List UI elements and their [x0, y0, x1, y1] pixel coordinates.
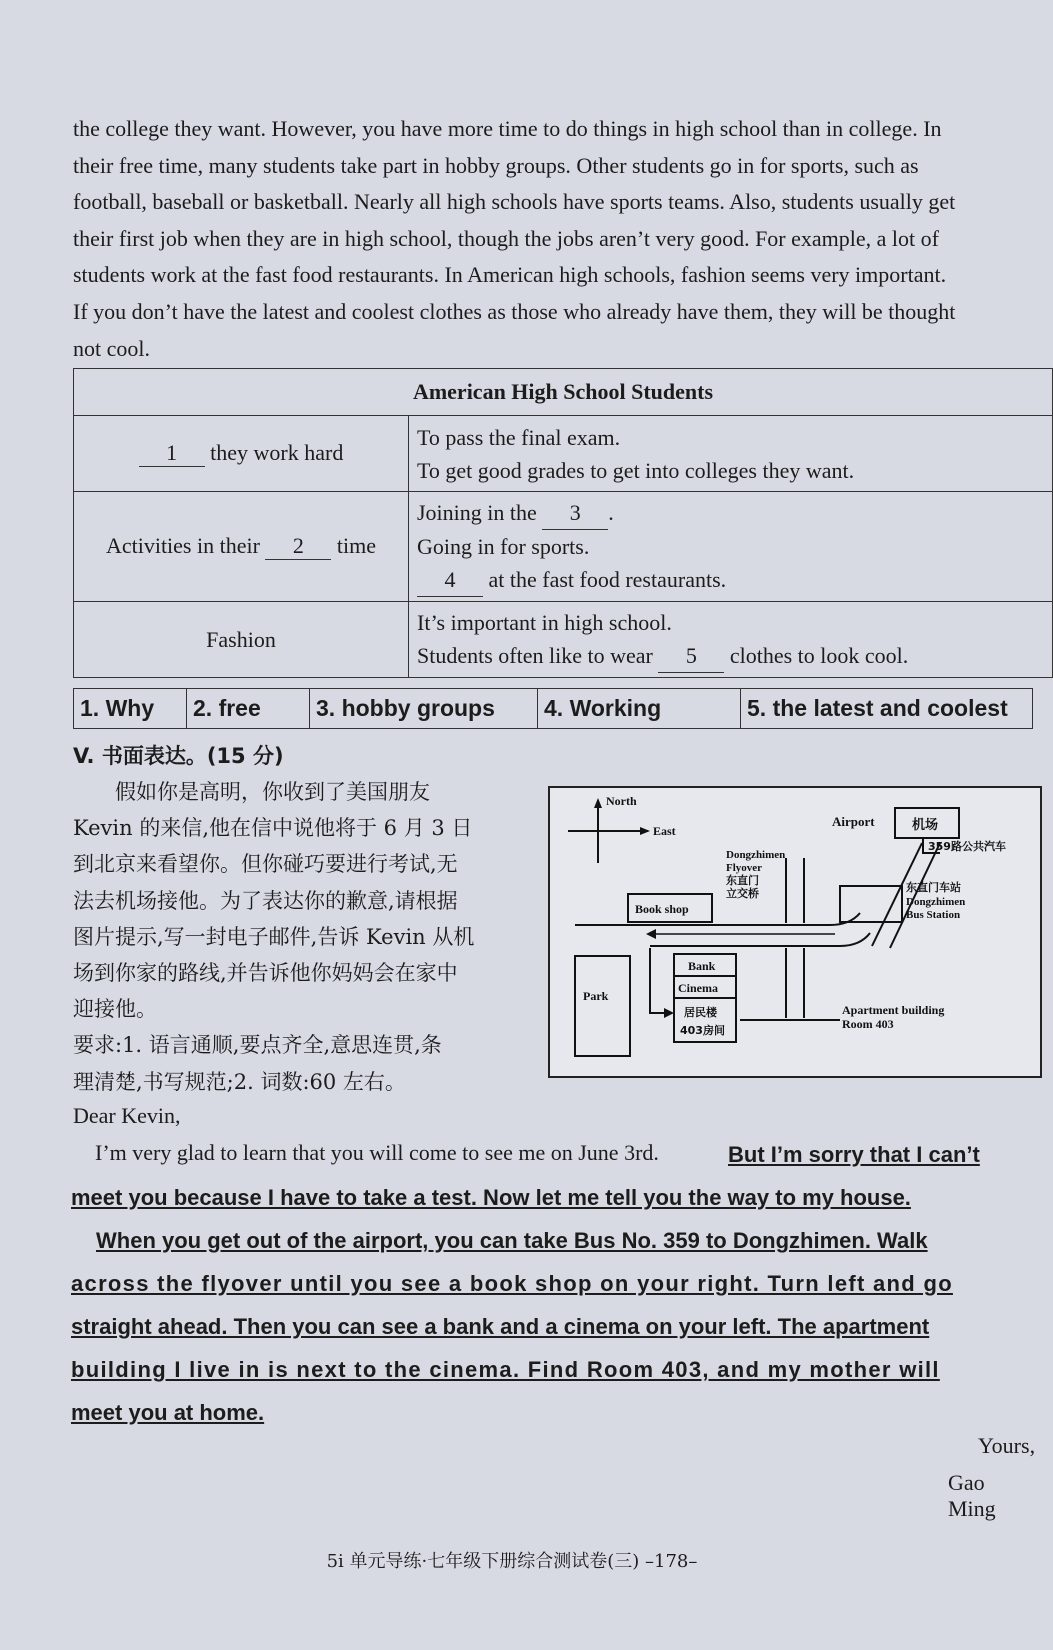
- writing-prompt: [73, 774, 525, 1100]
- map-airport-cn: 机场: [912, 818, 939, 833]
- passage-line: football, baseball or basketball. Nearly all high schools have sports teams. Also, students usually get: [73, 189, 956, 215]
- letter-hand-line: When you get out of the airport, you can take Bus No. 359 to Dongzhimen. Walk: [96, 1228, 928, 1253]
- letter-greeting: Dear Kevin,: [73, 1103, 181, 1128]
- map-station-en2: Bus Station: [906, 909, 961, 921]
- route-right-arrow-icon: [664, 1008, 674, 1018]
- letter-hand-line: straight ahead. Then you can see a bank and a cinema on your left. The apartment: [71, 1314, 930, 1339]
- row2-right: [409, 492, 1053, 602]
- row2-right-line1: Joining in the 3 .: [417, 496, 1044, 530]
- row2-left: [74, 492, 409, 602]
- prompt-line: Kevin 的来信,他在信中说他将于 6 月 3 日: [73, 816, 473, 841]
- letter-hand-line: meet you because I have to take a test. Now let me tell you the way to my house.: [71, 1185, 911, 1210]
- letter-signature: Gao Ming: [948, 1470, 996, 1521]
- map-home-cn2: 403房间: [680, 1024, 725, 1037]
- map-station-cn: 东直门车站: [906, 881, 961, 894]
- answer-1: 1. Why: [74, 689, 187, 729]
- letter-closing: Yours,: [978, 1433, 1036, 1458]
- row3-right-line2: [417, 639, 1044, 673]
- map-apartment-en2: Room 403: [842, 1017, 894, 1031]
- map-flyover-en1: Dongzhimen: [726, 849, 786, 861]
- east-arrow-icon: [640, 827, 650, 835]
- map-cinema-label: Cinema: [678, 981, 718, 995]
- route-left-arrow-icon: [646, 929, 656, 939]
- map-north-label: North: [606, 794, 637, 808]
- prompt-line: 假如你是高明，你收到了美国朋友: [73, 780, 430, 804]
- reading-passage: [73, 111, 1033, 367]
- map-bank-label: Bank: [688, 959, 716, 973]
- row1-right-line: To pass the final exam.: [417, 424, 621, 450]
- prompt-line: 场到你家的路线,并告诉他你妈妈会在家中: [73, 961, 458, 986]
- blank-4: 4: [417, 563, 483, 597]
- row2-r1-prefix: Joining in the: [417, 500, 537, 525]
- prompt-line: 图片提示,写一封电子邮件,告诉 Kevin 从机: [73, 924, 475, 949]
- letter-hand-line: across the flyover until you see a book shop on your right. Turn left and go: [71, 1271, 953, 1296]
- summary-table: [73, 368, 1053, 678]
- answer-4: 4. Working: [538, 689, 741, 729]
- main-road-bottom: [650, 933, 870, 946]
- blank-3: 3: [542, 496, 608, 530]
- route-map: [548, 786, 1042, 1078]
- row3-r2-suffix: clothes to look cool.: [729, 643, 909, 668]
- answer-3: 3. hobby groups: [310, 689, 538, 729]
- map-apartment-en1: Apartment building: [842, 1003, 945, 1017]
- park-box: [575, 956, 630, 1056]
- letter-hand-line: But I’m sorry that I can’t: [728, 1142, 980, 1167]
- prompt-line: 理清楚,书写规范;2. 词数:60 左右。: [73, 1069, 406, 1094]
- summary-table-title: American High School Students: [74, 369, 1053, 416]
- map-airport-label: Airport: [832, 814, 875, 829]
- map-flyover-en2: Flyover: [726, 862, 763, 874]
- letter-printed-start: I’m very glad to learn that you will come to see me on June 3rd.: [95, 1140, 659, 1165]
- row2-left-prefix: Activities in their: [105, 533, 260, 558]
- row2-r2: Going in for sports.: [417, 534, 590, 559]
- row2-left-suffix: time: [336, 533, 377, 558]
- passage-line: their free time, many students take part in hobby groups. Other students go in for sports, such as: [73, 152, 919, 178]
- map-bookshop-label: Book shop: [635, 902, 689, 916]
- letter-hand-line: meet you at home.: [71, 1400, 265, 1425]
- north-arrow-icon: [594, 798, 602, 808]
- prompt-line: 到北京来看望你。但你碰巧要进行考试,无: [73, 852, 458, 877]
- map-station-en1: Dongzhimen: [906, 896, 966, 908]
- map-park-label: Park: [583, 989, 609, 1003]
- blank-5: 5: [658, 639, 724, 673]
- map-flyover-cn2: 立交桥: [726, 887, 759, 900]
- letter-hand-line: building I live in is next to the cinema. Find Room 403, and my mother will: [71, 1357, 940, 1382]
- passage-line: students work at the fast food restaurants. In American high schools, fashion seems very important.: [73, 262, 947, 288]
- map-bus-label: 359路公共汽车: [928, 840, 1006, 853]
- prompt-line: 法去机场接他。为了表达你的歉意,请根据: [73, 888, 458, 913]
- passage-line: not cool.: [73, 335, 150, 361]
- map-east-label: East: [653, 824, 676, 838]
- route-down-line: [650, 948, 668, 1013]
- row3-right: [409, 602, 1053, 678]
- passage-line: the college they want. However, you have more time to do things in high school than in college. In: [73, 116, 942, 141]
- blank-2: 2: [265, 533, 331, 560]
- answer-key-table: [73, 688, 1033, 729]
- blank-1: 1: [139, 440, 205, 467]
- map-home-cn1: 居民楼: [684, 1006, 717, 1019]
- row1-left-text: they work hard: [210, 440, 344, 465]
- passage-line: If you don’t have the latest and coolest clothes as those who already have them, they will be thought: [73, 298, 956, 324]
- row3-left: Fashion: [74, 602, 409, 678]
- passage-line: their first job when they are in high school, though the jobs aren’t very good. For example, a lot of: [73, 225, 939, 251]
- answer-letter: [73, 1103, 1033, 1129]
- row1-right-line: To get good grades to get into colleges they want.: [417, 457, 855, 483]
- prompt-line: 迎接他。: [73, 997, 157, 1022]
- row3-r1: It’s important in high school.: [417, 610, 672, 635]
- section-heading: V. 书面表达。(15 分): [73, 744, 284, 768]
- answer-2: 2. free: [187, 689, 310, 729]
- answer-5: 5. the latest and coolest: [741, 689, 1033, 729]
- prompt-line: 要求:1. 语言通顺,要点齐全,意思连贯,条: [73, 1033, 442, 1058]
- map-flyover-cn1: 东直门: [726, 874, 759, 887]
- row3-r2-prefix: Students often like to wear: [417, 643, 653, 668]
- main-road-top: [575, 913, 860, 925]
- row2-right-line3: [417, 563, 1044, 597]
- page-footer: 5i 单元导练·七年级下册综合测试卷(三) –178–: [326, 1551, 698, 1572]
- row2-r3-suffix: at the fast food restaurants.: [488, 567, 727, 592]
- row1-left: [74, 416, 409, 492]
- row1-right: [409, 416, 1053, 492]
